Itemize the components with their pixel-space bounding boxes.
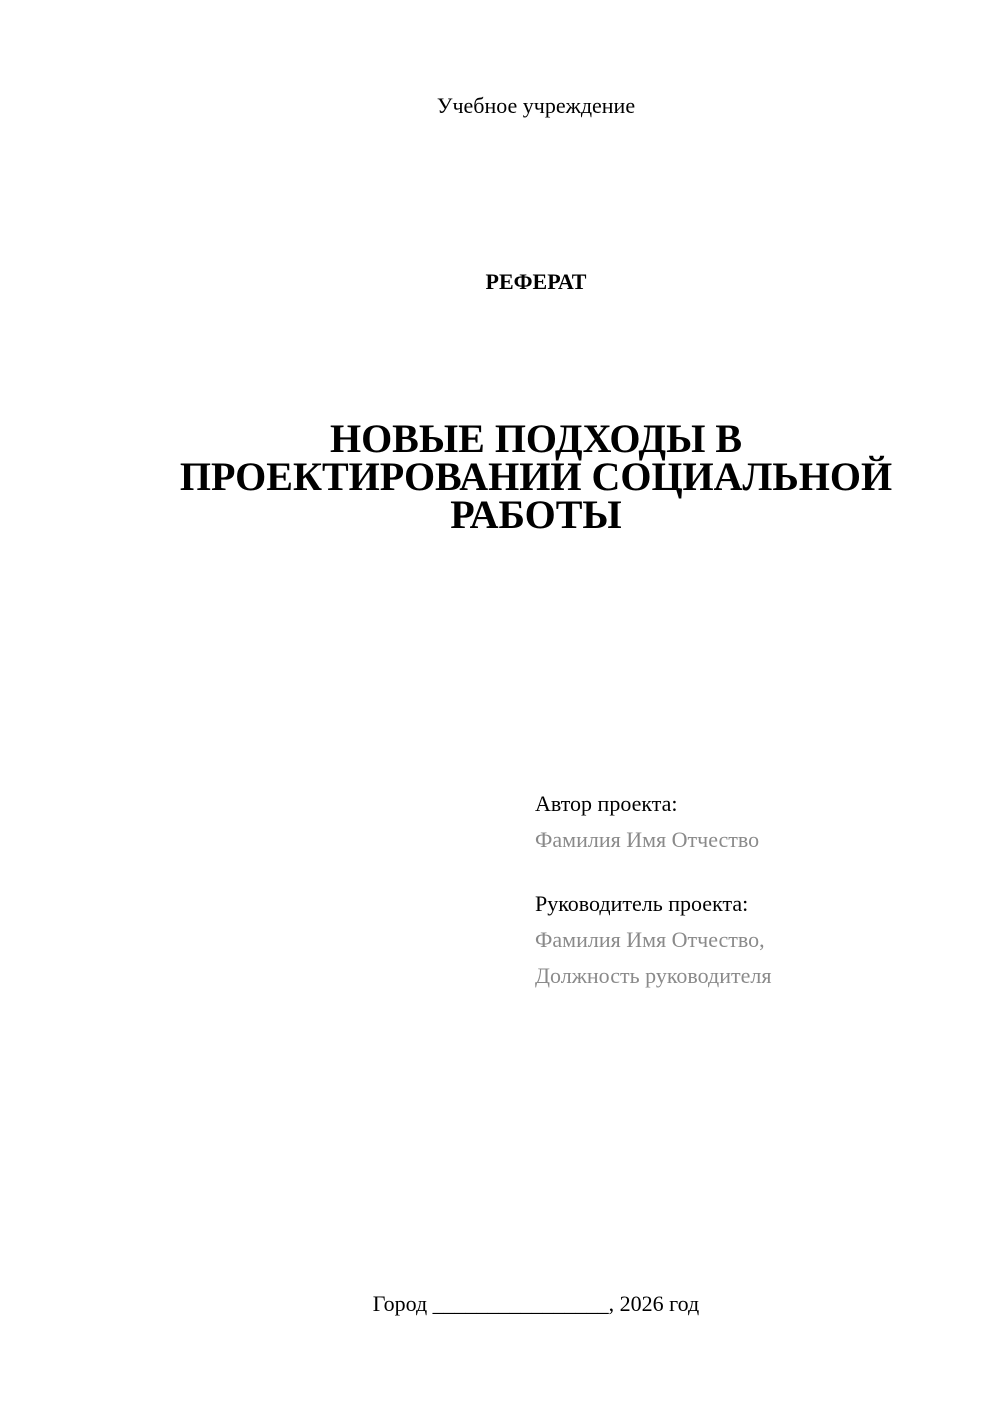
supervisor-label: Руководитель проекта: <box>535 891 749 916</box>
document-type: РЕФЕРАТ <box>485 269 587 294</box>
supervisor-position: Должность руководителя <box>535 963 772 988</box>
city-year-line: Город ________________, 2026 год <box>372 1291 700 1316</box>
title-line: РАБОТЫ <box>450 492 622 537</box>
title-line: ПРОЕКТИРОВАНИИ СОЦИАЛЬНОЙ <box>179 454 893 499</box>
title-line: НОВЫЕ ПОДХОДЫ В <box>329 416 743 461</box>
author-label: Автор проекта: <box>535 791 678 816</box>
author-name: Фамилия Имя Отчество <box>535 827 760 852</box>
institution-name: Учебное учреждение <box>436 93 636 118</box>
credits-block <box>535 786 975 994</box>
document-title <box>0 416 1000 537</box>
supervisor-name: Фамилия Имя Отчество, <box>535 927 765 952</box>
